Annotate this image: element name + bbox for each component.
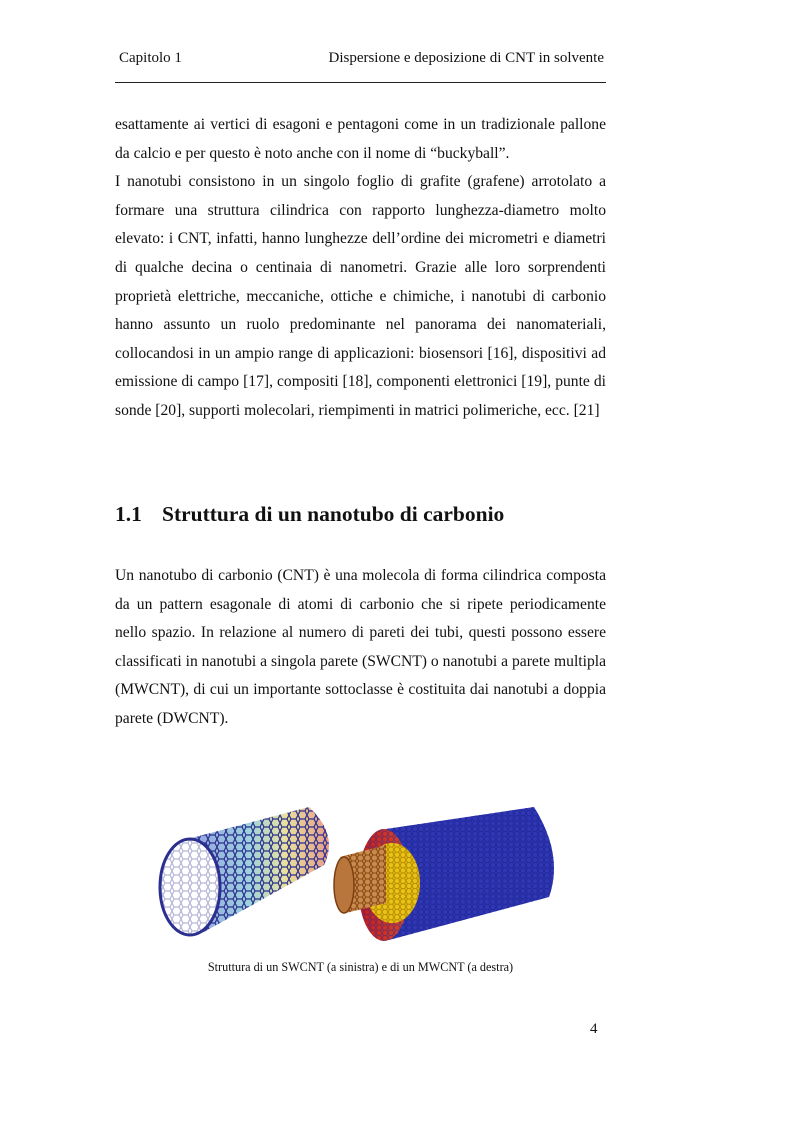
paragraph-2: I nanotubi consistono in un singolo foglio di grafite (grafene) arrotolato a formare una struttura cilindrica con rapporto lunghezza-diametro molto elevato: i CNT, infatti, hanno lunghezze dell’ordine dei micrometri e diametri di qualche decina o centinaia di nanometri. Grazie alle loro sorprendenti proprietà elettriche, meccaniche, ottiche e chimiche, i nanotubi di carbonio hanno assunto un ruolo predominante nel panorama dei nanomateriali, collocandosi in un ampio range di applicazioni: biosensori [16], dispositivi ad emissione di campo [17], compositi [18], componenti elettronici [19], punte di sonde [20], supporti molecolari, riempimenti in matrici polimeriche, ecc. [21] xyxy=(115,173,606,419)
swcnt-illustration xyxy=(160,807,329,935)
section-heading xyxy=(115,502,606,527)
running-header xyxy=(115,48,606,74)
mwcnt-illustration xyxy=(334,807,554,941)
paragraph-1: esattamente ai vertici di esagoni e pentagoni come in un tradizionale pallone da calcio e per questo è noto anche con il nome di “buckyball”. xyxy=(115,116,606,162)
section-title: Struttura di un nanotubo di carbonio xyxy=(162,502,505,526)
figure-caption: Struttura di un SWCNT (a sinistra) e di un MWCNT (a destra) xyxy=(207,960,514,974)
header-chapter: Capitolo 1 xyxy=(119,50,182,66)
intro-text-block xyxy=(115,111,606,426)
page-number: 4 xyxy=(590,1021,598,1037)
nanotube-figure xyxy=(154,795,562,945)
section-number: 1.1 xyxy=(115,502,142,526)
header-rule xyxy=(115,82,606,83)
header-running-title: Dispersione e deposizione di CNT in solvente xyxy=(328,50,604,66)
paragraph-3: Un nanotubo di carbonio (CNT) è una molecola di forma cilindrica composta da un pattern esagonale di atomi di carbonio che si ripete periodicamente nello spazio. In relazione al numero di pareti dei tubi, questi possono essere classificati in nanotubi a singola parete (SWCNT) o nanotubi a parete multipla (MWCNT), di cui un importante sottoclasse è costituita dai nanotubi a doppia parete (DWCNT). xyxy=(115,567,606,727)
